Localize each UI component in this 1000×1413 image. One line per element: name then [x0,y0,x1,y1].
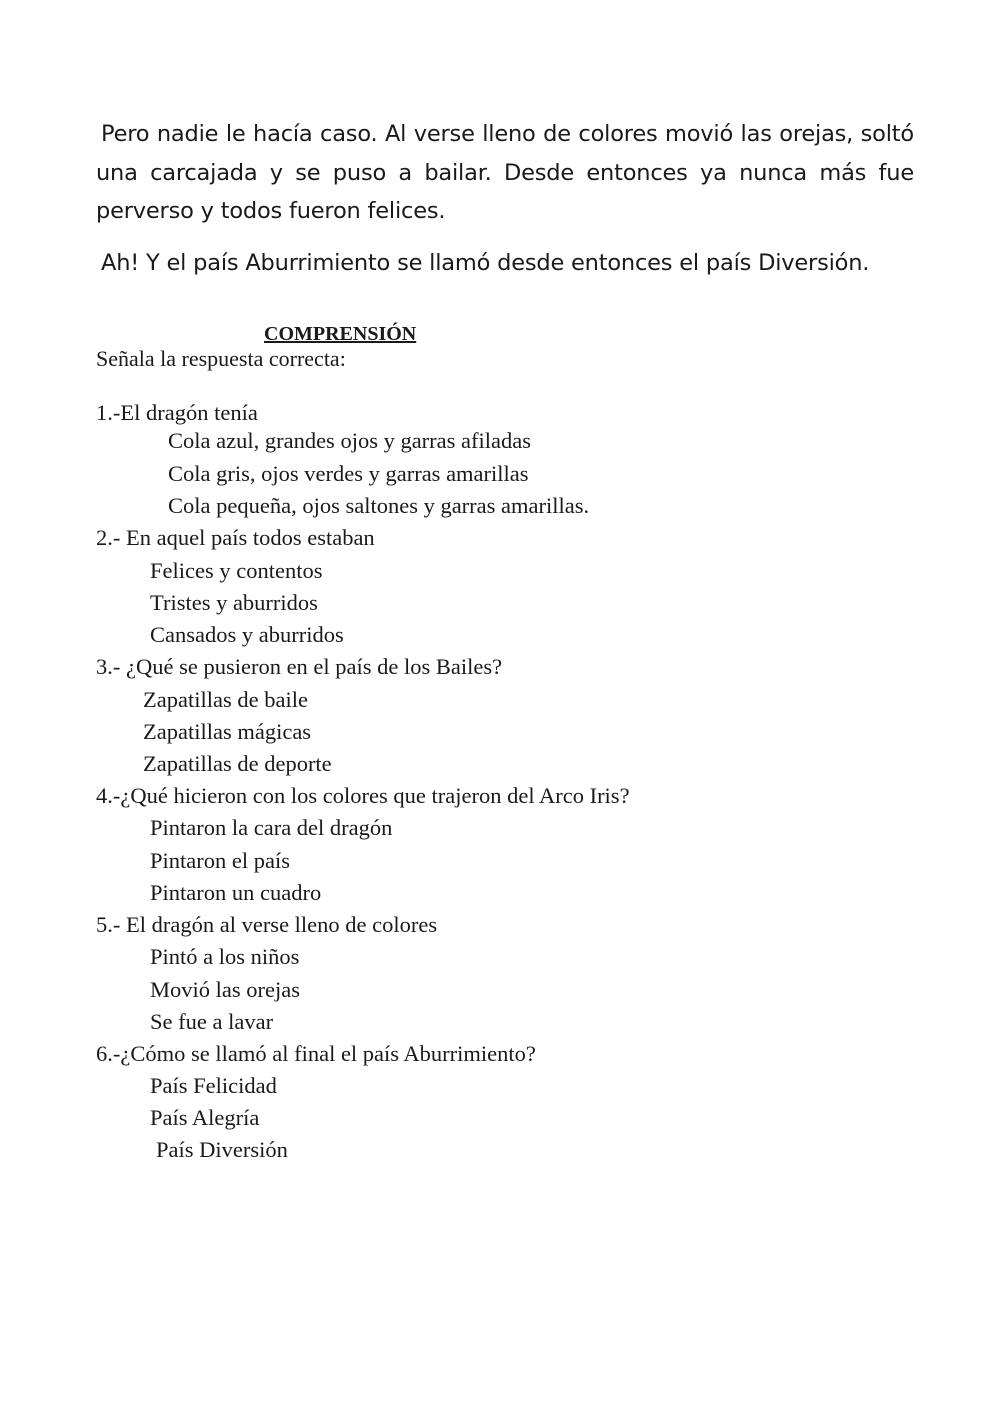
story-paragraph-2-text: Ah! Y el país Aburrimiento se llamó desde entonces el país Diversión. [101,250,870,276]
question-3: 3.- ¿Qué se pusieron en el país de los Bailes? [96,654,503,679]
answer-option-1a[interactable]: Cola azul, grandes ojos y garras afiladas [168,428,531,453]
answer-option-4b[interactable]: Pintaron el país [150,848,290,873]
question-1: 1.-El dragón tenía [96,400,258,425]
answer-option-5c[interactable]: Se fue a lavar [150,1009,274,1034]
answer-option-2c[interactable]: Cansados y aburridos [150,622,344,647]
question-6: 6.-¿Cómo se llamó al final el país Aburrimiento? [96,1041,536,1066]
answer-option-6a[interactable]: País Felicidad [150,1073,277,1098]
answer-option-3c[interactable]: Zapatillas de deporte [143,751,332,776]
answer-option-4a[interactable]: Pintaron la cara del dragón [150,815,393,840]
answer-option-1c[interactable]: Cola pequeña, ojos saltones y garras amarillas. [168,493,590,518]
answer-option-5b[interactable]: Movió las orejas [150,977,300,1002]
question-4: 4.-¿Qué hicieron con los colores que trajeron del Arco Iris? [96,783,630,808]
comprehension-title: COMPRENSIÓN [264,323,417,345]
story-paragraph-2 [96,244,914,282]
question-2: 2.- En aquel país todos estaban [96,525,375,550]
answer-option-3b[interactable]: Zapatillas mágicas [143,719,312,744]
answer-option-6c[interactable]: País Diversión [156,1137,288,1162]
answer-option-2a[interactable]: Felices y contentos [150,558,323,583]
answer-option-2b[interactable]: Tristes y aburridos [150,590,318,615]
answer-option-1b[interactable]: Cola gris, ojos verdes y garras amarillas [168,461,529,486]
story-paragraph-1-text: Pero nadie le hacía caso. Al verse lleno de colores movió las orejas, soltó una carcajada y se puso a bailar. Desde entonces ya nunca más fue perverso y todos fueron felices. [96,121,914,224]
story-paragraph-1 [96,115,914,231]
question-5: 5.- El dragón al verse lleno de colores [96,912,438,937]
answer-option-6b[interactable]: País Alegría [150,1105,260,1130]
answer-option-3a[interactable]: Zapatillas de baile [143,687,308,712]
answer-option-4c[interactable]: Pintaron un cuadro [150,880,322,905]
answer-option-5a[interactable]: Pintó a los niños [150,944,300,969]
comprehension-instruction: Señala la respuesta correcta: [96,346,346,371]
